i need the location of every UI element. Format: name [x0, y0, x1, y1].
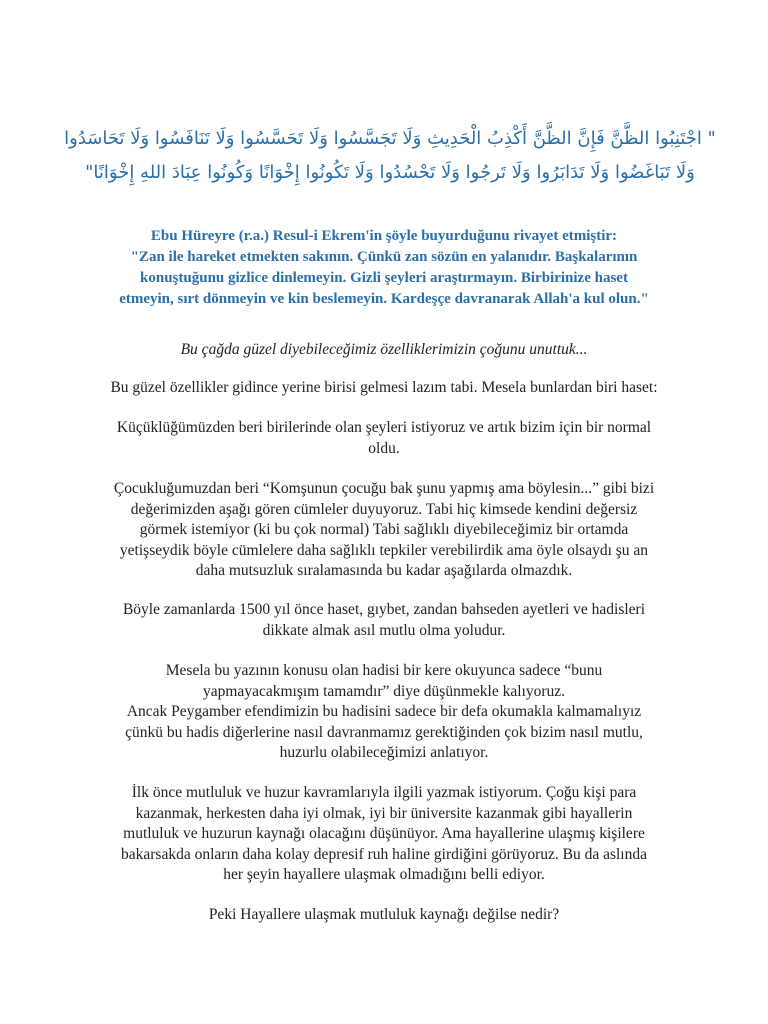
- paragraph-line: Böyle zamanlarda 1500 yıl önce haset, gıybet, zandan bahseden ayetleri ve hadisleri: [122, 601, 646, 618]
- arabic-line-2: وَلَا تَبَاغَضُوا وَلَا تَدَابَرُوا وَلَا تَرجُوا وَلَا تَحْسُدُوا وَلَا تَكُونُوا إِخْوَانًا وَكُونُوا عِبَادَ اللهِ إِخْوَانًا": [85, 162, 695, 183]
- paragraph-2: [84, 378, 684, 399]
- hadith-translation: [70, 226, 698, 310]
- paragraph-4: [84, 479, 684, 582]
- paragraph-line: bakarsakda onların daha kolay depresif ruh haline girdiğini görüyoruz. Bu da aslında: [121, 845, 647, 863]
- paragraph-line: kazanmak, herkesten daha iyi olmak, iyi bir üniversite kazanmak gibi hayallerin: [135, 804, 633, 822]
- paragraph-line: Ancak Peygamber efendimizin bu hadisini sadece bir defa okumakla kalmamalıyız: [126, 703, 642, 720]
- paragraph-5: [84, 600, 684, 641]
- paragraph-line: Küçüklüğümüzden beri birilerinde olan şeyleri istiyoruz ve artık bizim için bir normal: [116, 419, 652, 436]
- paragraph-line: görmek istemiyor (ki bu çok normal) Tabi sağlıklı diyebileceğimiz bir ortamda: [139, 521, 629, 538]
- paragraph-line: mutluluk ve huzurun kaynağı olacağını düşünüyor. Ama hayallerine ulaşmış kişilere: [123, 825, 645, 842]
- paragraph-line: oldu.: [368, 439, 400, 457]
- paragraph-line: Peki Hayallere ulaşmak mutluluk kaynağı değilse nedir?: [208, 906, 560, 923]
- paragraph-line: çünkü bu hadis diğerlerine nasıl davranmamız gerektiğinden çok bizim nasıl mutlu,: [125, 723, 643, 741]
- paragraph-line: Bu çağda güzel diyebileceğimiz özelliklerimizin çoğunu unuttuk...: [180, 341, 588, 358]
- paragraph-8: [84, 905, 684, 926]
- paragraph-line: daha mutsuzluk sıralamasında bu kadar aşağılarda olmazdık.: [195, 562, 573, 579]
- paragraph-line: İlk önce mutluluk ve huzur kavramlarıyla ilgili yazmak istiyorum. Çoğu kişi para: [131, 784, 637, 801]
- paragraph-line: yapmayacakmışım tamamdır” diye düşünmekle kalıyoruz.: [203, 682, 565, 700]
- paragraph-6: [84, 661, 684, 764]
- hadith-line-4: etmeyin, sırt dönmeyin ve kin beslemeyin. Kardeşçe davranarak Allah'a kul olun.": [119, 291, 649, 307]
- hadith-line-1: Ebu Hüreyre (r.a.) Resul-i Ekrem'in şöyle buyurduğunu rivayet etmiştir:: [150, 228, 618, 244]
- paragraph-line: dikkate almak asıl mutlu olma yoludur.: [262, 621, 506, 639]
- paragraph-7: [84, 783, 684, 886]
- paragraph-line: Bu güzel özellikler gidince yerine birisi gelmesi lazım tabi. Mesela bunlardan biri haset:: [110, 379, 658, 396]
- paragraph-line: huzurlu olabileceğimizi anlatıyor.: [279, 744, 489, 761]
- paragraph-3: [84, 418, 684, 459]
- arabic-hadith-text: [60, 122, 720, 190]
- paragraph-line: Çocukluğumuzdan beri “Komşunun çocuğu bak şunu yapmış ama böylesin...” gibi bizi: [113, 480, 655, 497]
- arabic-line-1: " اجْتَنِبُوا الظَّنَّ فَإِنَّ الظَّنَّ أَكْذِبُ الْحَدِيثِ وَلَا تَجَسَّسُوا وَلَا تَحَسَّسُوا وَلَا تَنَافَسُوا وَلَا تَحَاسَدُوا: [64, 128, 716, 149]
- paragraph-1: [84, 340, 684, 361]
- paragraph-line: değerimizden aşağı gören cümleler duyuyoruz. Tabi hiç kimsede kendini değersiz: [130, 500, 638, 518]
- paragraph-line: Mesela bu yazının konusu olan hadisi bir kere okuyunca sadece “bunu: [165, 662, 603, 679]
- paragraph-line: her şeyin hayallere ulaşmak olmadığını belli ediyor.: [223, 866, 545, 883]
- paragraph-line: yetişseydik böyle cümlelere daha sağlıklı tepkiler verebilirdik ama öyle olsaydı şu an: [119, 541, 649, 559]
- hadith-line-2: "Zan ile hareket etmekten sakının. Çünkü zan sözün en yalanıdır. Başkalarının: [130, 249, 638, 265]
- hadith-line-3: konuştuğunu gizlice dinlemeyin. Gizli şeyleri araştırmayın. Birbirinize haset: [140, 270, 628, 286]
